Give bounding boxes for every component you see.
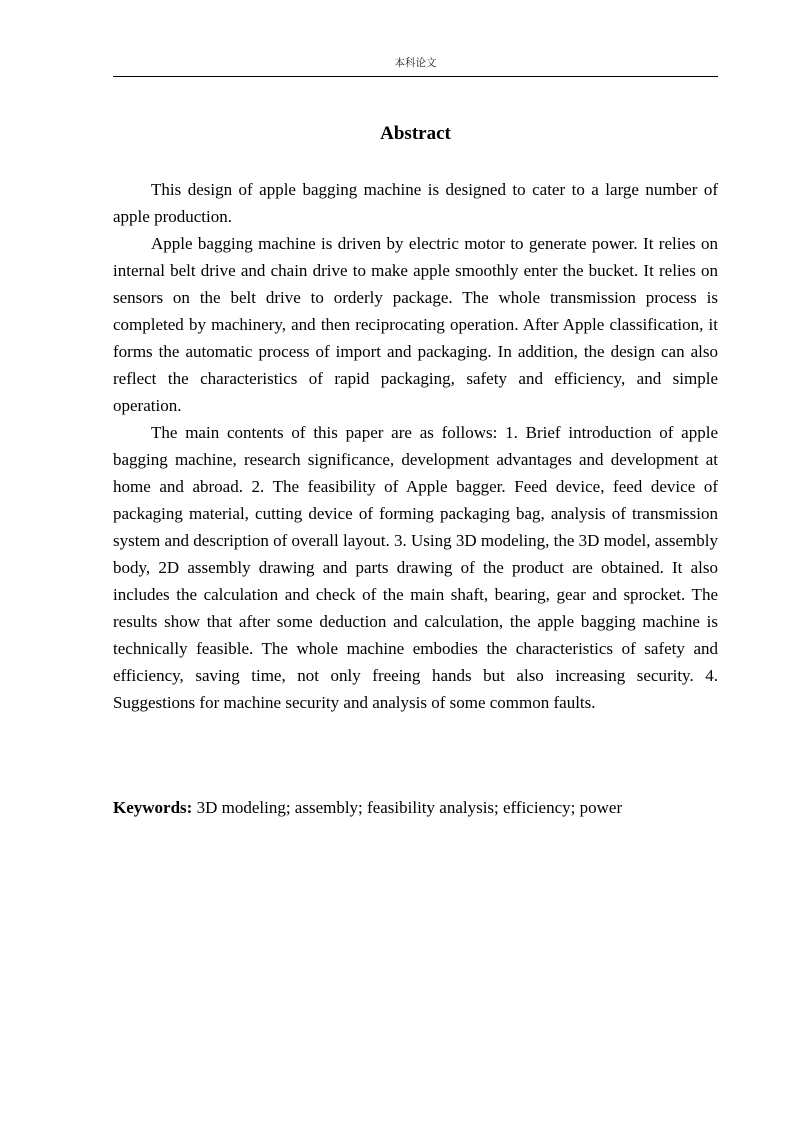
abstract-title: Abstract [380,123,451,144]
running-header: 本科论文 [394,57,437,69]
keywords-text: 3D modeling; assembly; feasibility analysis; efficiency; power [196,798,623,817]
abstract-paragraph: This design of apple bagging machine is designed to cater to a large number of apple production. [113,180,718,226]
keywords-line [113,794,718,821]
keywords-label: Keywords: [113,798,193,817]
abstract-paragraph: Apple bagging machine is driven by electric motor to generate power. It relies on internal belt drive and chain drive to make apple smoothly enter the bucket. It relies on sensors on the belt drive to orderly package. The whole transmission process is completed by machinery, and then reciprocating operation. After Apple classification, it forms the automatic process of import and packaging. In addition, the design can also reflect the characteristics of rapid packaging, safety and efficiency, and simple operation. [113,234,718,415]
abstract-body [113,176,718,716]
header-divider [113,76,718,77]
abstract-paragraph: The main contents of this paper are as follows: 1. Brief introduction of apple bagging machine, research significance, development advantages and development at home and abroad. 2. The feasibility of Apple bagger. Feed device, feed device of packaging material, cutting device of forming packaging bag, analysis of transmission system and description of overall layout. 3. Using 3D modeling, the 3D model, assembly body, 2D assembly drawing and parts drawing of the product are obtained. It also includes the calculation and check of the main shaft, bearing, gear and sprocket. The results show that after some deduction and calculation, the apple bagging machine is technically feasible. The whole machine embodies the characteristics of safety and efficiency, saving time, not only freeing hands but also increasing security. 4. Suggestions for machine security and analysis of some common faults. [113,423,718,712]
